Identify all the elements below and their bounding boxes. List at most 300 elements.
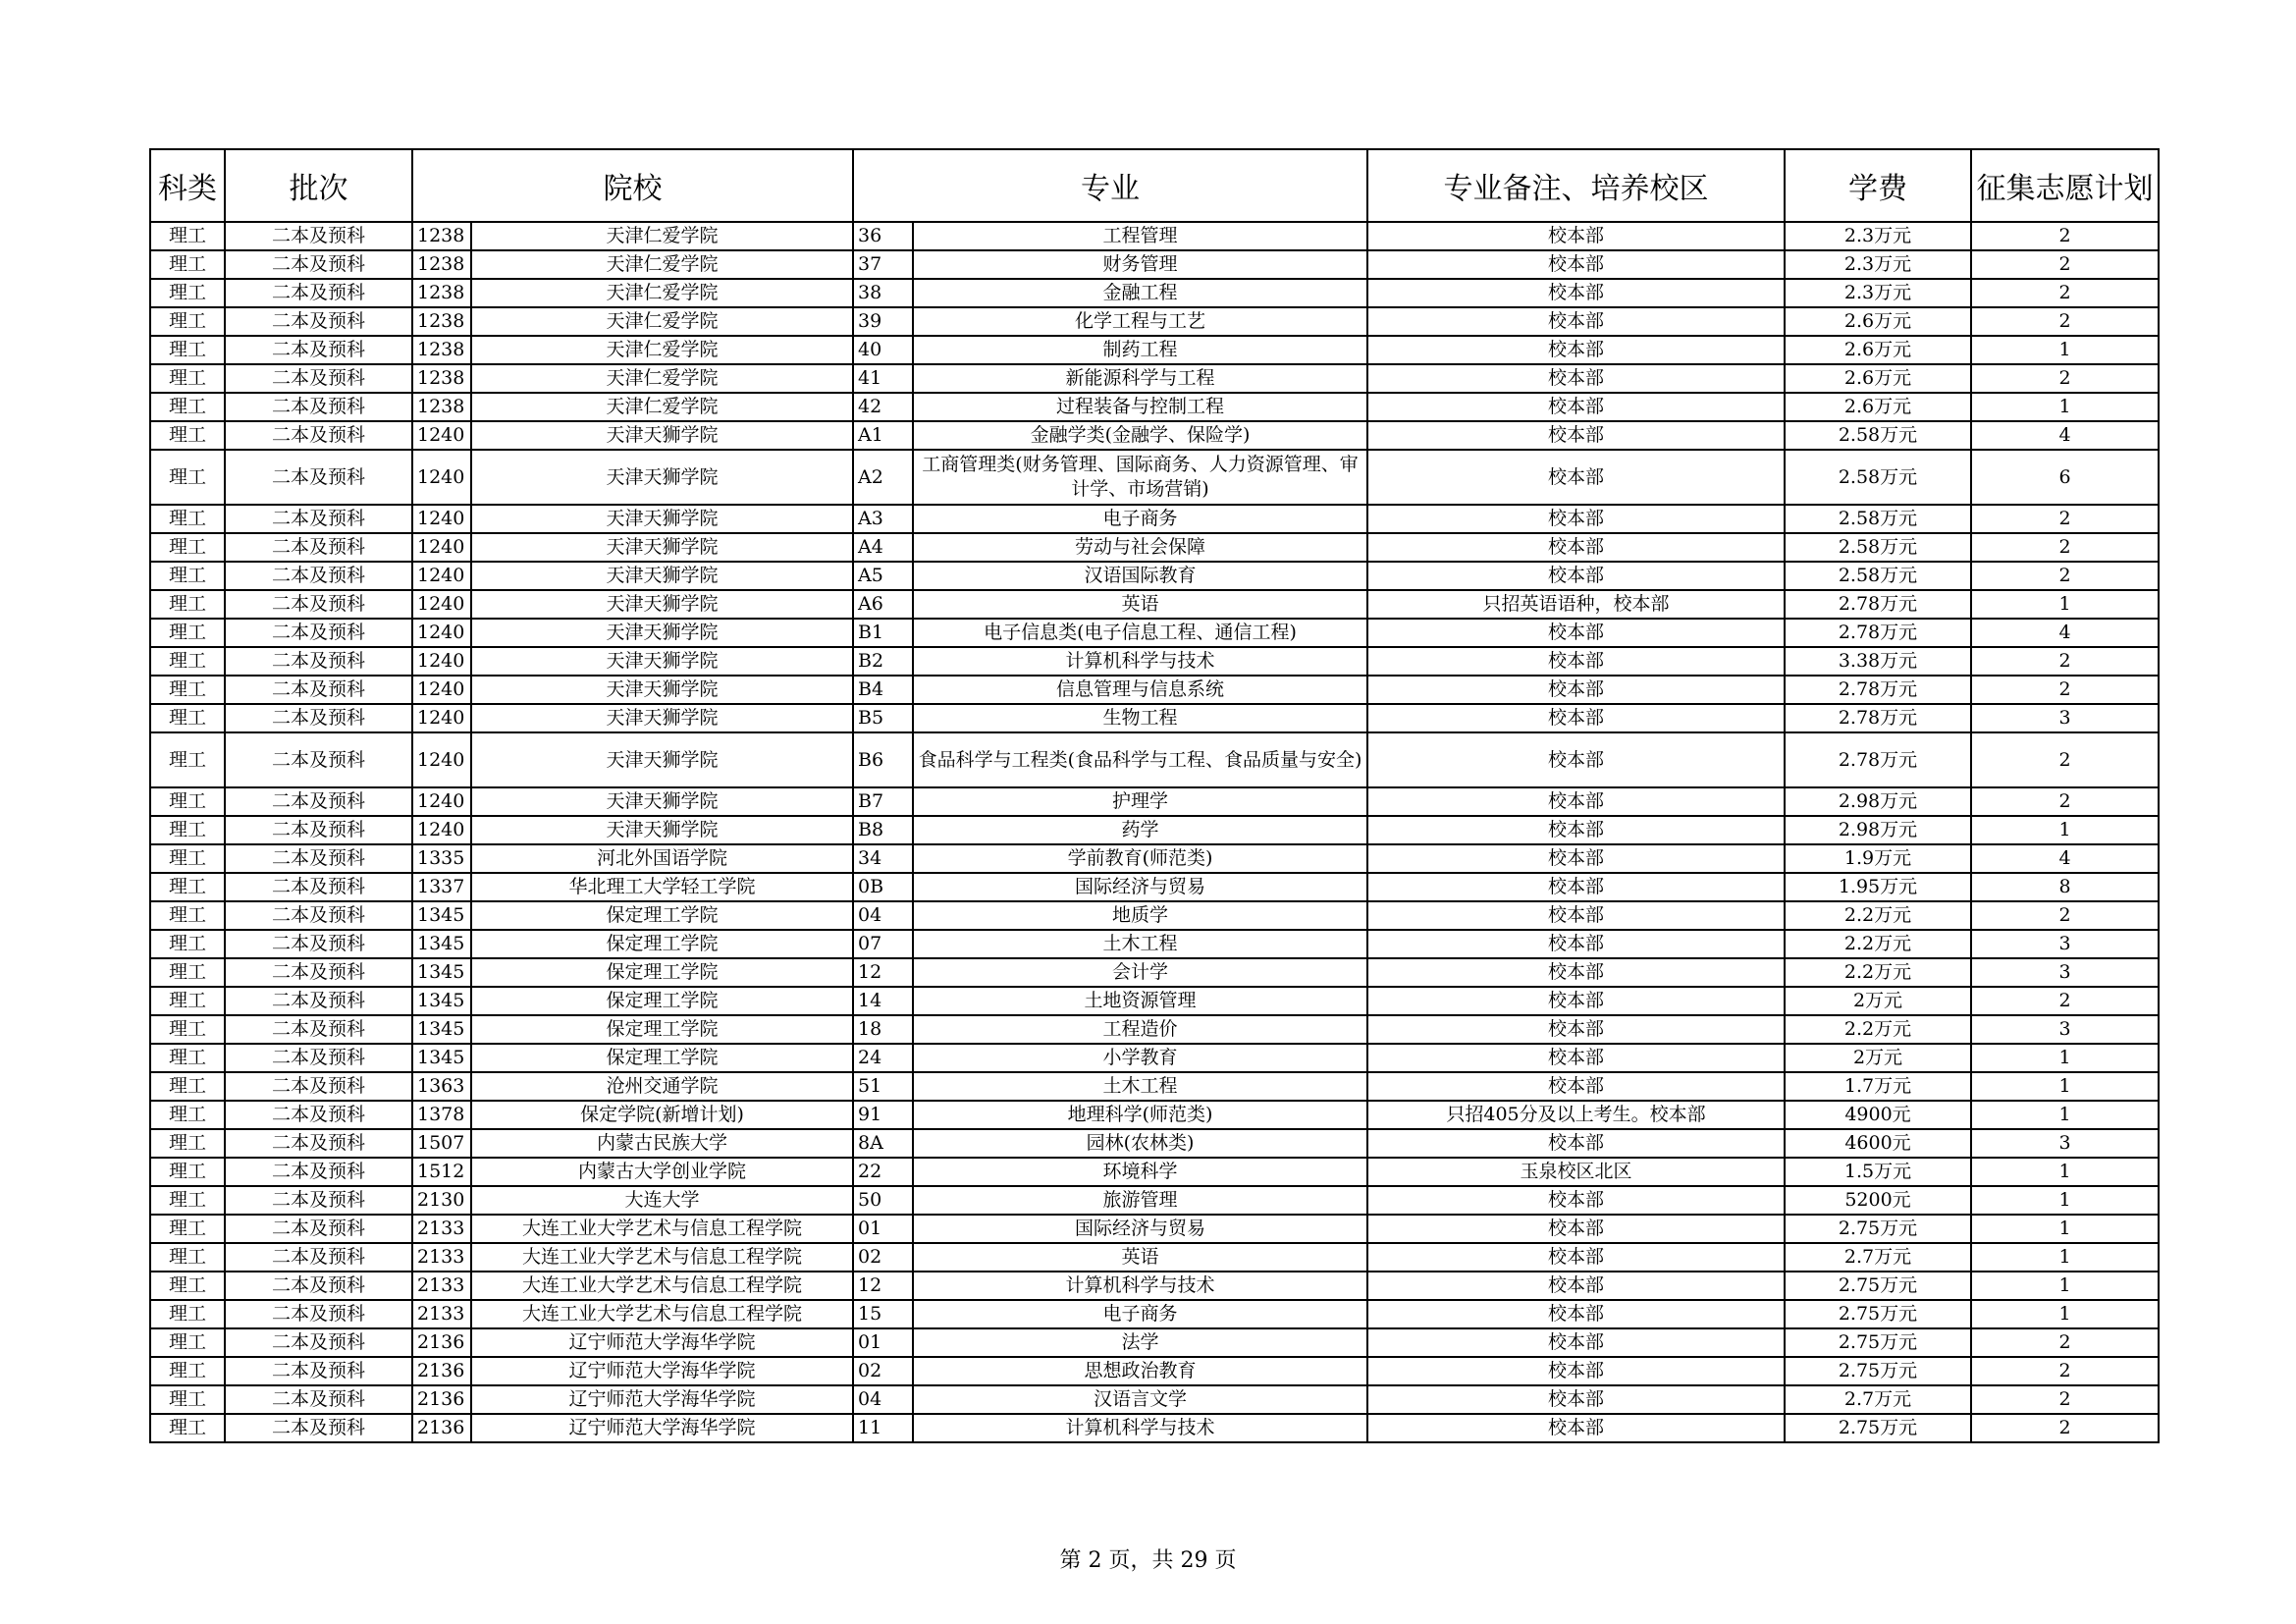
plan-cell: 2 [1971, 987, 2159, 1015]
school-name-cell: 内蒙古大学创业学院 [471, 1158, 853, 1186]
plan-cell: 1 [1971, 1072, 2159, 1101]
remarks-cell: 校本部 [1367, 1215, 1785, 1243]
school-name-cell: 保定理工学院 [471, 958, 853, 987]
major-name-cell: 工程管理 [913, 222, 1367, 250]
plan-cell: 2 [1971, 647, 2159, 676]
table-row [150, 1215, 2159, 1243]
table-row [150, 533, 2159, 562]
category-cell: 理工 [150, 844, 225, 873]
tuition-cell: 2.2万元 [1785, 901, 1971, 930]
remarks-cell: 校本部 [1367, 987, 1785, 1015]
tuition-cell: 2.58万元 [1785, 421, 1971, 450]
major-code-cell: B2 [853, 647, 913, 676]
category-cell: 理工 [150, 619, 225, 647]
batch-cell: 二本及预科 [225, 704, 412, 732]
table-row [150, 732, 2159, 787]
school-name-cell: 保定理工学院 [471, 1044, 853, 1072]
major-name-cell: 金融学类(金融学、保险学) [913, 421, 1367, 450]
major-name-cell: 护理学 [913, 787, 1367, 816]
major-name-cell: 劳动与社会保障 [913, 533, 1367, 562]
plan-cell: 3 [1971, 1129, 2159, 1158]
major-code-cell: A3 [853, 505, 913, 533]
major-code-cell: 18 [853, 1015, 913, 1044]
table-row [150, 787, 2159, 816]
tuition-cell: 5200元 [1785, 1186, 1971, 1215]
major-name-cell: 地理科学(师范类) [913, 1101, 1367, 1129]
major-name-cell: 生物工程 [913, 704, 1367, 732]
batch-cell: 二本及预科 [225, 647, 412, 676]
major-code-cell: 8A [853, 1129, 913, 1158]
major-name-cell: 电子商务 [913, 1300, 1367, 1328]
category-cell: 理工 [150, 1414, 225, 1442]
remarks-cell: 校本部 [1367, 1072, 1785, 1101]
school-code-cell: 1345 [412, 1044, 471, 1072]
remarks-cell: 校本部 [1367, 1186, 1785, 1215]
school-name-cell: 天津天狮学院 [471, 787, 853, 816]
batch-cell: 二本及预科 [225, 307, 412, 336]
remarks-cell: 校本部 [1367, 421, 1785, 450]
school-code-cell: 1240 [412, 421, 471, 450]
major-code-cell: 04 [853, 1385, 913, 1414]
school-code-cell: 1240 [412, 676, 471, 704]
plan-cell: 1 [1971, 336, 2159, 364]
plan-cell: 8 [1971, 873, 2159, 901]
table-row [150, 873, 2159, 901]
school-code-cell: 1238 [412, 222, 471, 250]
plan-cell: 1 [1971, 1186, 2159, 1215]
remarks-cell: 校本部 [1367, 1272, 1785, 1300]
plan-cell: 1 [1971, 1158, 2159, 1186]
major-code-cell: 50 [853, 1186, 913, 1215]
school-code-cell: 1363 [412, 1072, 471, 1101]
school-code-cell: 2136 [412, 1357, 471, 1385]
plan-cell: 4 [1971, 844, 2159, 873]
tuition-cell: 2万元 [1785, 1044, 1971, 1072]
tuition-cell: 2.7万元 [1785, 1385, 1971, 1414]
tuition-cell: 2.75万元 [1785, 1300, 1971, 1328]
school-code-cell: 1512 [412, 1158, 471, 1186]
table-row [150, 704, 2159, 732]
school-name-cell: 大连工业大学艺术与信息工程学院 [471, 1300, 853, 1328]
major-code-cell: 02 [853, 1357, 913, 1385]
batch-cell: 二本及预科 [225, 364, 412, 393]
batch-cell: 二本及预科 [225, 1158, 412, 1186]
table-row [150, 393, 2159, 421]
table-row [150, 421, 2159, 450]
category-cell: 理工 [150, 307, 225, 336]
school-code-cell: 1240 [412, 533, 471, 562]
remarks-cell: 校本部 [1367, 787, 1785, 816]
school-name-cell: 天津仁爱学院 [471, 250, 853, 279]
plan-cell: 2 [1971, 787, 2159, 816]
category-cell: 理工 [150, 787, 225, 816]
table-row [150, 1385, 2159, 1414]
batch-cell: 二本及预科 [225, 1328, 412, 1357]
plan-cell: 1 [1971, 1044, 2159, 1072]
table-row [150, 1044, 2159, 1072]
batch-cell: 二本及预科 [225, 1072, 412, 1101]
tuition-cell: 2.75万元 [1785, 1272, 1971, 1300]
major-name-cell: 旅游管理 [913, 1186, 1367, 1215]
major-name-cell: 小学教育 [913, 1044, 1367, 1072]
school-name-cell: 天津天狮学院 [471, 505, 853, 533]
school-code-cell: 1345 [412, 987, 471, 1015]
school-name-cell: 天津天狮学院 [471, 647, 853, 676]
remarks-cell: 校本部 [1367, 619, 1785, 647]
plan-cell: 1 [1971, 393, 2159, 421]
category-cell: 理工 [150, 421, 225, 450]
school-name-cell: 天津仁爱学院 [471, 336, 853, 364]
plan-cell: 1 [1971, 1215, 2159, 1243]
major-name-cell: 信息管理与信息系统 [913, 676, 1367, 704]
tuition-cell: 1.9万元 [1785, 844, 1971, 873]
batch-cell: 二本及预科 [225, 222, 412, 250]
enrollment-table [149, 148, 2160, 1443]
plan-cell: 1 [1971, 1272, 2159, 1300]
page-footer: 第 2 页，共 29 页 [1059, 1548, 1237, 1573]
major-code-cell: 11 [853, 1414, 913, 1442]
tuition-cell: 1.95万元 [1785, 873, 1971, 901]
batch-cell: 二本及预科 [225, 1300, 412, 1328]
table-row [150, 1129, 2159, 1158]
major-name-cell: 财务管理 [913, 250, 1367, 279]
plan-cell: 2 [1971, 1385, 2159, 1414]
table-row [150, 1243, 2159, 1272]
tuition-cell: 2.75万元 [1785, 1215, 1971, 1243]
school-code-cell: 1240 [412, 816, 471, 844]
school-code-cell: 1240 [412, 505, 471, 533]
remarks-cell: 校本部 [1367, 930, 1785, 958]
plan-cell: 2 [1971, 901, 2159, 930]
major-name-cell: 汉语国际教育 [913, 562, 1367, 590]
major-code-cell: 07 [853, 930, 913, 958]
header-row [150, 149, 2159, 222]
school-name-cell: 天津天狮学院 [471, 450, 853, 505]
school-code-cell: 1240 [412, 450, 471, 505]
major-code-cell: B8 [853, 816, 913, 844]
category-cell: 理工 [150, 562, 225, 590]
category-cell: 理工 [150, 450, 225, 505]
school-code-cell: 1337 [412, 873, 471, 901]
tuition-cell: 2.58万元 [1785, 450, 1971, 505]
plan-cell: 2 [1971, 364, 2159, 393]
school-code-cell: 1238 [412, 307, 471, 336]
major-code-cell: 04 [853, 901, 913, 930]
table-row [150, 930, 2159, 958]
school-code-cell: 1345 [412, 958, 471, 987]
tuition-cell: 2.78万元 [1785, 590, 1971, 619]
remarks-cell: 校本部 [1367, 222, 1785, 250]
major-code-cell: 12 [853, 958, 913, 987]
batch-cell: 二本及预科 [225, 676, 412, 704]
school-code-cell: 1507 [412, 1129, 471, 1158]
school-name-cell: 沧州交通学院 [471, 1072, 853, 1101]
category-cell: 理工 [150, 505, 225, 533]
major-name-cell: 新能源科学与工程 [913, 364, 1367, 393]
school-name-cell: 天津天狮学院 [471, 590, 853, 619]
category-cell: 理工 [150, 732, 225, 787]
batch-cell: 二本及预科 [225, 279, 412, 307]
school-name-cell: 天津仁爱学院 [471, 393, 853, 421]
major-code-cell: 14 [853, 987, 913, 1015]
plan-cell: 4 [1971, 421, 2159, 450]
school-name-cell: 天津天狮学院 [471, 619, 853, 647]
table-row [150, 816, 2159, 844]
major-name-cell: 土地资源管理 [913, 987, 1367, 1015]
batch-cell: 二本及预科 [225, 1243, 412, 1272]
category-cell: 理工 [150, 590, 225, 619]
batch-cell: 二本及预科 [225, 816, 412, 844]
plan-cell: 2 [1971, 1328, 2159, 1357]
school-code-cell: 1240 [412, 704, 471, 732]
category-cell: 理工 [150, 958, 225, 987]
batch-cell: 二本及预科 [225, 590, 412, 619]
remarks-cell: 校本部 [1367, 533, 1785, 562]
plan-cell: 1 [1971, 816, 2159, 844]
major-code-cell: 02 [853, 1243, 913, 1272]
school-code-cell: 2136 [412, 1385, 471, 1414]
major-code-cell: A6 [853, 590, 913, 619]
school-code-cell: 1335 [412, 844, 471, 873]
major-code-cell: 36 [853, 222, 913, 250]
batch-cell: 二本及预科 [225, 958, 412, 987]
remarks-cell: 校本部 [1367, 844, 1785, 873]
tuition-cell: 2.78万元 [1785, 619, 1971, 647]
category-cell: 理工 [150, 1243, 225, 1272]
table-row [150, 1328, 2159, 1357]
category-cell: 理工 [150, 647, 225, 676]
major-code-cell: 12 [853, 1272, 913, 1300]
major-name-cell: 国际经济与贸易 [913, 873, 1367, 901]
tuition-cell: 1.7万元 [1785, 1072, 1971, 1101]
remarks-cell: 校本部 [1367, 676, 1785, 704]
major-name-cell: 地质学 [913, 901, 1367, 930]
school-name-cell: 河北外国语学院 [471, 844, 853, 873]
header-school: 院校 [412, 149, 853, 222]
table-row [150, 364, 2159, 393]
school-code-cell: 2130 [412, 1186, 471, 1215]
tuition-cell: 2.3万元 [1785, 279, 1971, 307]
plan-cell: 3 [1971, 704, 2159, 732]
batch-cell: 二本及预科 [225, 1357, 412, 1385]
table-row [150, 1357, 2159, 1385]
major-code-cell: B5 [853, 704, 913, 732]
school-name-cell: 大连工业大学艺术与信息工程学院 [471, 1243, 853, 1272]
major-code-cell: 22 [853, 1158, 913, 1186]
table-row [150, 307, 2159, 336]
major-code-cell: A5 [853, 562, 913, 590]
major-code-cell: 0B [853, 873, 913, 901]
table-row [150, 901, 2159, 930]
table-row [150, 1158, 2159, 1186]
major-name-cell: 金融工程 [913, 279, 1367, 307]
major-name-cell: 思想政治教育 [913, 1357, 1367, 1385]
tuition-cell: 1.5万元 [1785, 1158, 1971, 1186]
school-name-cell: 天津天狮学院 [471, 816, 853, 844]
plan-cell: 2 [1971, 222, 2159, 250]
remarks-cell: 校本部 [1367, 704, 1785, 732]
major-code-cell: B7 [853, 787, 913, 816]
major-code-cell: 40 [853, 336, 913, 364]
school-name-cell: 内蒙古民族大学 [471, 1129, 853, 1158]
remarks-cell: 校本部 [1367, 958, 1785, 987]
category-cell: 理工 [150, 1328, 225, 1357]
school-name-cell: 天津仁爱学院 [471, 222, 853, 250]
major-name-cell: 计算机科学与技术 [913, 1272, 1367, 1300]
school-name-cell: 天津天狮学院 [471, 676, 853, 704]
batch-cell: 二本及预科 [225, 1215, 412, 1243]
school-name-cell: 大连大学 [471, 1186, 853, 1215]
school-name-cell: 天津仁爱学院 [471, 307, 853, 336]
plan-cell: 6 [1971, 450, 2159, 505]
remarks-cell: 校本部 [1367, 647, 1785, 676]
school-name-cell: 天津天狮学院 [471, 732, 853, 787]
batch-cell: 二本及预科 [225, 732, 412, 787]
header-remarks: 专业备注、培养校区 [1367, 149, 1785, 222]
school-code-cell: 1238 [412, 336, 471, 364]
batch-cell: 二本及预科 [225, 987, 412, 1015]
batch-cell: 二本及预科 [225, 1129, 412, 1158]
major-name-cell: 电子商务 [913, 505, 1367, 533]
school-code-cell: 1378 [412, 1101, 471, 1129]
plan-cell: 2 [1971, 562, 2159, 590]
table-row [150, 222, 2159, 250]
plan-cell: 1 [1971, 1300, 2159, 1328]
major-code-cell: A4 [853, 533, 913, 562]
major-code-cell: 37 [853, 250, 913, 279]
table-row [150, 1414, 2159, 1442]
batch-cell: 二本及预科 [225, 1101, 412, 1129]
category-cell: 理工 [150, 704, 225, 732]
header-category: 科类 [150, 149, 225, 222]
category-cell: 理工 [150, 901, 225, 930]
header-tuition: 学费 [1785, 149, 1971, 222]
major-name-cell: 食品科学与工程类(食品科学与工程、食品质量与安全) [913, 732, 1367, 787]
table-row [150, 279, 2159, 307]
remarks-cell: 校本部 [1367, 1328, 1785, 1357]
major-name-cell: 土木工程 [913, 1072, 1367, 1101]
table-row [150, 590, 2159, 619]
major-code-cell: 34 [853, 844, 913, 873]
table-row [150, 987, 2159, 1015]
tuition-cell: 2.78万元 [1785, 704, 1971, 732]
plan-cell: 2 [1971, 1357, 2159, 1385]
category-cell: 理工 [150, 364, 225, 393]
batch-cell: 二本及预科 [225, 250, 412, 279]
tuition-cell: 2.3万元 [1785, 222, 1971, 250]
major-name-cell: 药学 [913, 816, 1367, 844]
plan-cell: 2 [1971, 732, 2159, 787]
tuition-cell: 2.58万元 [1785, 533, 1971, 562]
plan-cell: 3 [1971, 930, 2159, 958]
category-cell: 理工 [150, 1158, 225, 1186]
tuition-cell: 2.6万元 [1785, 364, 1971, 393]
table-row [150, 1101, 2159, 1129]
school-name-cell: 大连工业大学艺术与信息工程学院 [471, 1272, 853, 1300]
table-row [150, 562, 2159, 590]
tuition-cell: 2.98万元 [1785, 816, 1971, 844]
remarks-cell: 校本部 [1367, 250, 1785, 279]
batch-cell: 二本及预科 [225, 421, 412, 450]
category-cell: 理工 [150, 393, 225, 421]
tuition-cell: 3.38万元 [1785, 647, 1971, 676]
remarks-cell: 校本部 [1367, 307, 1785, 336]
tuition-cell: 2.78万元 [1785, 676, 1971, 704]
tuition-cell: 2.7万元 [1785, 1243, 1971, 1272]
category-cell: 理工 [150, 1015, 225, 1044]
plan-cell: 2 [1971, 676, 2159, 704]
major-code-cell: 01 [853, 1215, 913, 1243]
major-name-cell: 汉语言文学 [913, 1385, 1367, 1414]
category-cell: 理工 [150, 250, 225, 279]
batch-cell: 二本及预科 [225, 873, 412, 901]
major-name-cell: 环境科学 [913, 1158, 1367, 1186]
batch-cell: 二本及预科 [225, 930, 412, 958]
school-name-cell: 华北理工大学轻工学院 [471, 873, 853, 901]
tuition-cell: 2.75万元 [1785, 1328, 1971, 1357]
tuition-cell: 2.78万元 [1785, 732, 1971, 787]
major-code-cell: A1 [853, 421, 913, 450]
major-name-cell: 园林(农林类) [913, 1129, 1367, 1158]
tuition-cell: 2.75万元 [1785, 1357, 1971, 1385]
batch-cell: 二本及预科 [225, 393, 412, 421]
table-row [150, 336, 2159, 364]
batch-cell: 二本及预科 [225, 1186, 412, 1215]
remarks-cell: 校本部 [1367, 279, 1785, 307]
school-code-cell: 1240 [412, 732, 471, 787]
major-name-cell: 国际经济与贸易 [913, 1215, 1367, 1243]
remarks-cell: 只招英语语种，校本部 [1367, 590, 1785, 619]
remarks-cell: 校本部 [1367, 1300, 1785, 1328]
school-name-cell: 保定学院(新增计划) [471, 1101, 853, 1129]
plan-cell: 2 [1971, 307, 2159, 336]
school-code-cell: 1238 [412, 279, 471, 307]
school-name-cell: 辽宁师范大学海华学院 [471, 1357, 853, 1385]
batch-cell: 二本及预科 [225, 844, 412, 873]
school-code-cell: 1240 [412, 562, 471, 590]
remarks-cell: 校本部 [1367, 816, 1785, 844]
school-name-cell: 保定理工学院 [471, 987, 853, 1015]
major-name-cell: 过程装备与控制工程 [913, 393, 1367, 421]
category-cell: 理工 [150, 1186, 225, 1215]
category-cell: 理工 [150, 279, 225, 307]
batch-cell: 二本及预科 [225, 533, 412, 562]
tuition-cell: 2.98万元 [1785, 787, 1971, 816]
category-cell: 理工 [150, 533, 225, 562]
school-name-cell: 辽宁师范大学海华学院 [471, 1328, 853, 1357]
category-cell: 理工 [150, 1129, 225, 1158]
plan-cell: 2 [1971, 279, 2159, 307]
batch-cell: 二本及预科 [225, 619, 412, 647]
school-code-cell: 1238 [412, 364, 471, 393]
plan-cell: 4 [1971, 619, 2159, 647]
remarks-cell: 校本部 [1367, 1357, 1785, 1385]
remarks-cell: 校本部 [1367, 364, 1785, 393]
major-name-cell: 化学工程与工艺 [913, 307, 1367, 336]
table-row [150, 1072, 2159, 1101]
category-cell: 理工 [150, 1072, 225, 1101]
major-name-cell: 土木工程 [913, 930, 1367, 958]
tuition-cell: 2万元 [1785, 987, 1971, 1015]
remarks-cell: 校本部 [1367, 1414, 1785, 1442]
remarks-cell: 校本部 [1367, 505, 1785, 533]
table-row [150, 505, 2159, 533]
table-row [150, 1300, 2159, 1328]
plan-cell: 2 [1971, 505, 2159, 533]
major-code-cell: 15 [853, 1300, 913, 1328]
school-code-cell: 2133 [412, 1215, 471, 1243]
remarks-cell: 校本部 [1367, 1243, 1785, 1272]
